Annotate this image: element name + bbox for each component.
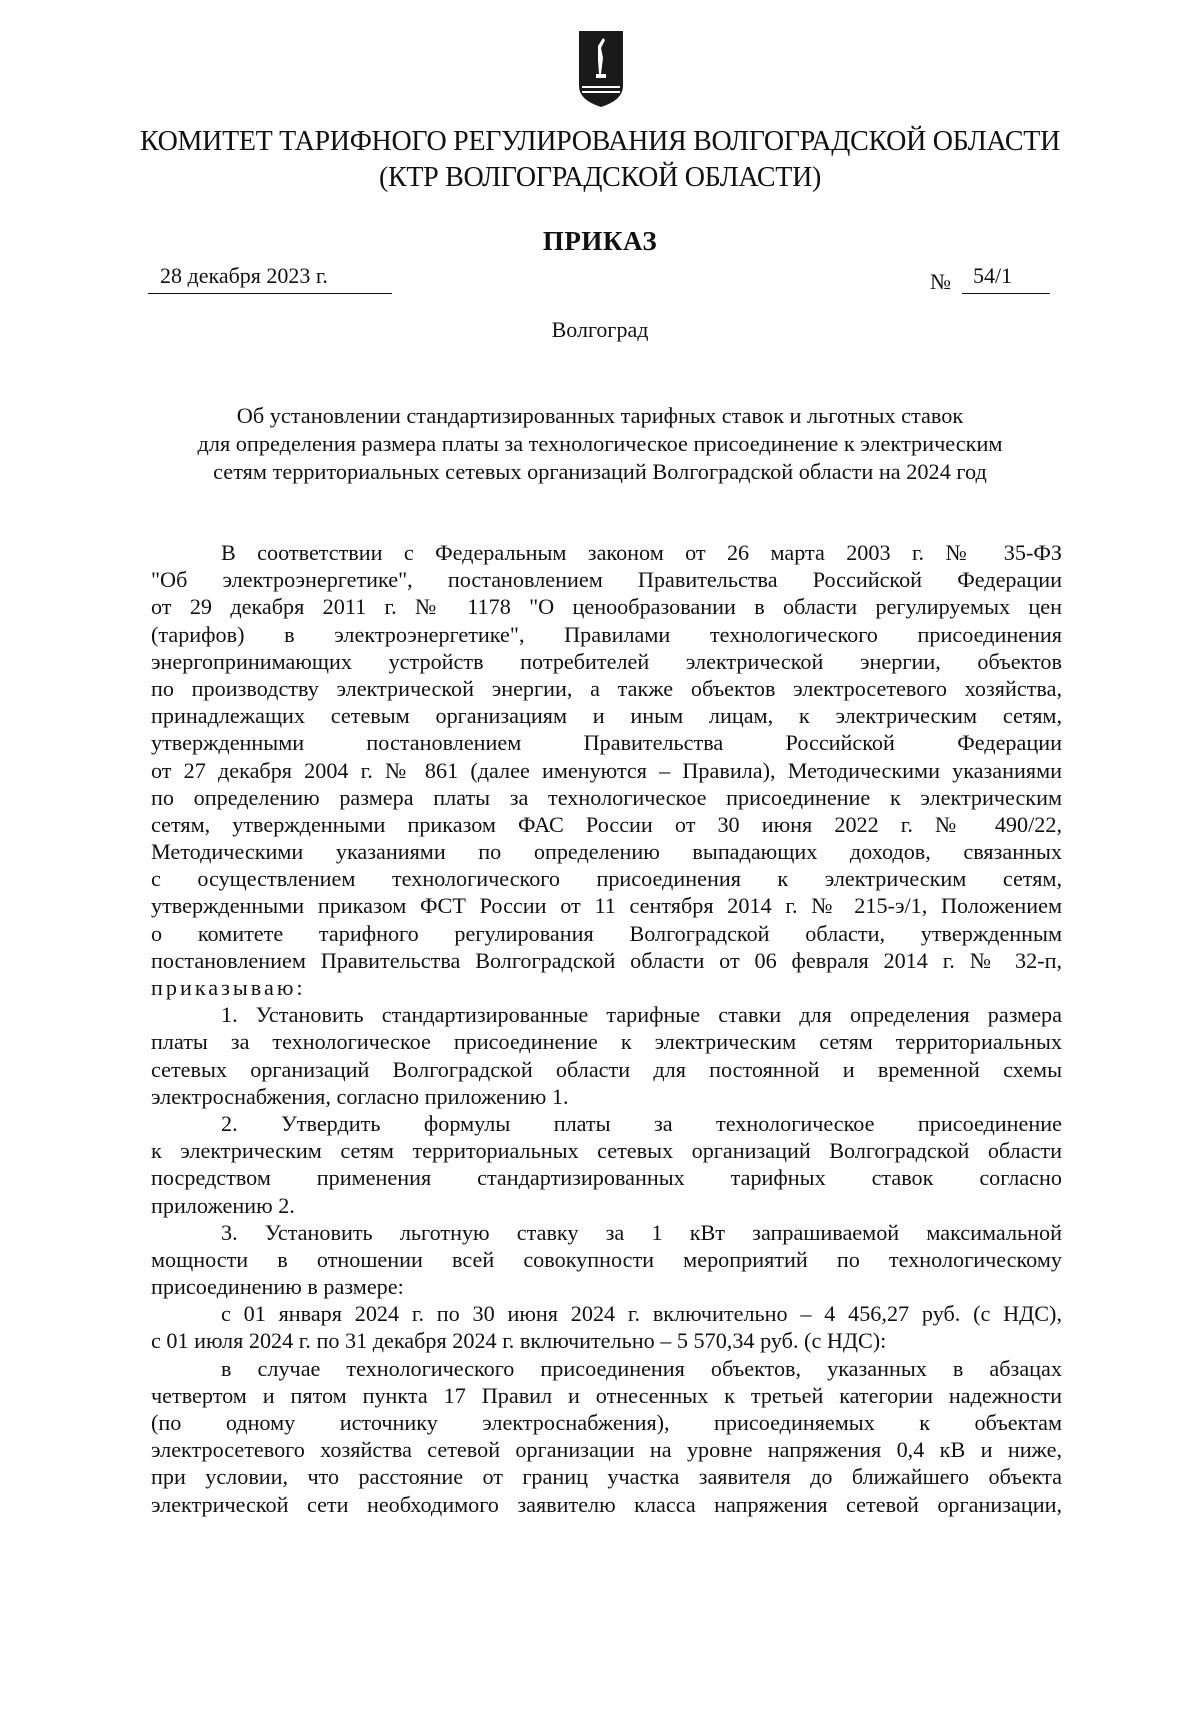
subject-line: Об установлении стандартизированных тарифных ставок и льготных ставок	[236, 403, 964, 428]
document-number: 54/1	[973, 263, 1013, 288]
document-type-title: ПРИКАЗ	[542, 226, 658, 256]
body-line-decree: приказываю:	[151, 975, 306, 1000]
body-line: принадлежащих сетевым организациям и иным лицам, к электрическим сетям,	[151, 703, 1062, 729]
body-line: с 01 июля 2024 г. по 31 декабря 2024 г. включительно – 5 570,34 руб. (с НДС):	[151, 1328, 887, 1354]
body-line: 2. Утвердить формулы платы за технологическое присоединение	[221, 1110, 1062, 1136]
body-line: с осуществлением технологического присоединения к электрическим сетям,	[151, 866, 1062, 892]
org-name-line-1: КОМИТЕТ ТАРИФНОГО РЕГУЛИРОВАНИЯ ВОЛГОГРАДСКОЙ ОБЛАСТИ	[139, 126, 1061, 157]
volgograd-emblem-icon	[576, 28, 626, 110]
body-line: энергопринимающих устройств потребителей электрической энергии, объектов	[151, 648, 1062, 674]
body-line: постановлением Правительства Волгоградской области от 06 февраля 2014 г. № 32-п,	[151, 947, 1062, 973]
body-line: платы за технологическое присоединение к электрическим сетям территориальных	[151, 1029, 1062, 1055]
date-underline	[148, 293, 392, 294]
subject-line: для определения размера платы за технологическое присоединение к электрическим	[197, 431, 1003, 456]
body-line: электросетевого хозяйства сетевой организации на уровне напряжения 0,4 кВ и ниже,	[151, 1437, 1062, 1463]
body-line: Методическими указаниями по определению выпадающих доходов, связанных	[151, 839, 1062, 865]
body-line: мощности в отношении всей совокупности мероприятий по технологическому	[151, 1246, 1062, 1272]
body-line: электроснабжения, согласно приложению 1.	[151, 1083, 569, 1109]
body-line: В соответствии с Федеральным законом от 26 марта 2003 г. № 35-ФЗ	[221, 540, 1062, 565]
body-line: присоединению в размере:	[151, 1274, 404, 1300]
body-line: от 29 декабря 2011 г. № 1178 "О ценообразовании в области регулируемых цен	[151, 594, 1062, 620]
body-line: сетевых организаций Волгоградской области для постоянной и временной схемы	[151, 1056, 1062, 1082]
subject-line: сетям территориальных сетевых организаций Волгоградской области на 2024 год	[213, 459, 987, 484]
body-line: к электрическим сетям территориальных сетевых организаций Волгоградской области	[151, 1138, 1062, 1164]
body-line: с 01 января 2024 г. по 30 июня 2024 г. включительно – 4 456,27 руб. (с НДС),	[221, 1301, 1062, 1327]
body-line: утвержденными постановлением Правительства Российской Федерации	[151, 730, 1062, 756]
body-line: приложению 2.	[151, 1192, 295, 1218]
document-date: 28 декабря 2023 г.	[160, 263, 328, 288]
body-line: четвертом и пятом пункта 17 Правил и отнесенных к третьей категории надежности	[151, 1382, 1062, 1408]
body-line: 1. Установить стандартизированные тарифные ставки для определения размера	[221, 1002, 1062, 1028]
body-line: (тарифов) в электроэнергетике", Правилами технологического присоединения	[151, 621, 1062, 647]
document-city: Волгоград	[551, 317, 649, 342]
body-line: электрической сети необходимого заявителю класса напряжения сетевой организации,	[151, 1491, 1062, 1517]
body-line: от 27 декабря 2004 г. № 861 (далее именуются – Правила), Методическими указаниями	[151, 757, 1062, 783]
body-text	[151, 539, 1062, 1518]
body-line: 3. Установить льготную ставку за 1 кВт запрашиваемой максимальной	[221, 1219, 1062, 1245]
number-underline	[962, 293, 1050, 294]
body-line: утвержденными приказом ФСТ России от 11 сентября 2014 г. № 215-э/1, Положением	[151, 893, 1062, 919]
org-name-line-2: (КТР ВОЛГОГРАДСКОЙ ОБЛАСТИ)	[378, 162, 822, 193]
body-line: сетям, утвержденными приказом ФАС России от 30 июня 2022 г. № 490/22,	[151, 811, 1062, 837]
body-line: по определению размера платы за технологическое присоединение к электрическим	[151, 784, 1062, 810]
body-line: в случае технологического присоединения объектов, указанных в абзацах	[221, 1355, 1062, 1381]
body-line: "Об электроэнергетике", постановлением Правительства Российской Федерации	[151, 567, 1062, 593]
number-sign: №	[930, 269, 951, 294]
body-line: по производству электрической энергии, а также объектов электросетевого хозяйства,	[151, 675, 1062, 701]
body-line: о комитете тарифного регулирования Волгоградской области, утвержденным	[151, 920, 1062, 946]
body-line: (по одному источнику электроснабжения), присоединяемых к объектам	[151, 1410, 1062, 1435]
body-line: при условии, что расстояние от границ участка заявителя до ближайшего объекта	[151, 1464, 1062, 1490]
body-line: посредством применения стандартизированных тарифных ставок согласно	[151, 1165, 1062, 1191]
